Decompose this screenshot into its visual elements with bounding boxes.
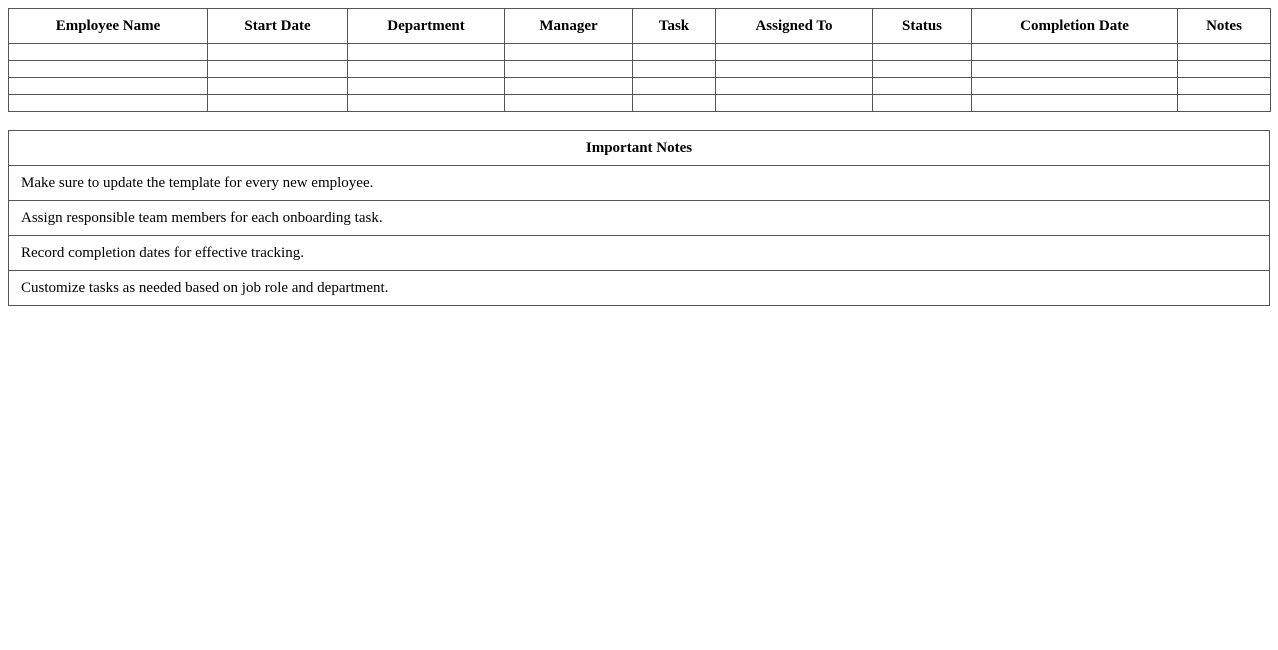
table-row	[9, 44, 1271, 61]
table-cell[interactable]	[873, 78, 972, 95]
table-cell[interactable]	[208, 44, 348, 61]
table-cell[interactable]	[873, 95, 972, 112]
table-cell[interactable]	[1178, 78, 1271, 95]
table-cell[interactable]	[716, 44, 873, 61]
note-item: Make sure to update the template for every new employee.	[9, 166, 1270, 201]
header-task: Task	[633, 9, 716, 44]
onboarding-table	[8, 8, 1271, 112]
table-cell[interactable]	[633, 95, 716, 112]
note-row	[9, 271, 1270, 306]
header-department: Department	[348, 9, 505, 44]
table-cell[interactable]	[9, 78, 208, 95]
table-cell[interactable]	[633, 44, 716, 61]
note-item: Assign responsible team members for each onboarding task.	[9, 201, 1270, 236]
table-cell[interactable]	[348, 95, 505, 112]
table-cell[interactable]	[1178, 95, 1271, 112]
notes-title: Important Notes	[9, 131, 1270, 166]
note-row	[9, 166, 1270, 201]
important-notes-table	[8, 130, 1270, 306]
header-row	[9, 9, 1271, 44]
table-cell[interactable]	[972, 44, 1178, 61]
table-cell[interactable]	[505, 61, 633, 78]
header-assigned-to: Assigned To	[716, 9, 873, 44]
header-status: Status	[873, 9, 972, 44]
table-cell[interactable]	[505, 95, 633, 112]
table-cell[interactable]	[9, 44, 208, 61]
table-cell[interactable]	[1178, 44, 1271, 61]
table-cell[interactable]	[348, 78, 505, 95]
header-notes: Notes	[1178, 9, 1271, 44]
table-cell[interactable]	[505, 78, 633, 95]
table-cell[interactable]	[716, 95, 873, 112]
table-cell[interactable]	[505, 44, 633, 61]
table-cell[interactable]	[972, 61, 1178, 78]
notes-header-row	[9, 131, 1270, 166]
table-cell[interactable]	[348, 44, 505, 61]
table-cell[interactable]	[208, 78, 348, 95]
table-cell[interactable]	[633, 78, 716, 95]
table-cell[interactable]	[972, 95, 1178, 112]
note-row	[9, 201, 1270, 236]
table-row	[9, 95, 1271, 112]
table-cell[interactable]	[9, 95, 208, 112]
note-row	[9, 236, 1270, 271]
table-cell[interactable]	[972, 78, 1178, 95]
note-item: Customize tasks as needed based on job role and department.	[9, 271, 1270, 306]
table-cell[interactable]	[9, 61, 208, 78]
table-cell[interactable]	[633, 61, 716, 78]
table-cell[interactable]	[716, 78, 873, 95]
header-start-date: Start Date	[208, 9, 348, 44]
table-cell[interactable]	[208, 95, 348, 112]
note-item: Record completion dates for effective tracking.	[9, 236, 1270, 271]
table-cell[interactable]	[348, 61, 505, 78]
table-cell[interactable]	[208, 61, 348, 78]
table-cell[interactable]	[873, 44, 972, 61]
table-cell[interactable]	[716, 61, 873, 78]
header-manager: Manager	[505, 9, 633, 44]
table-cell[interactable]	[873, 61, 972, 78]
table-row	[9, 78, 1271, 95]
table-cell[interactable]	[1178, 61, 1271, 78]
header-completion-date: Completion Date	[972, 9, 1178, 44]
header-employee-name: Employee Name	[9, 9, 208, 44]
table-row	[9, 61, 1271, 78]
